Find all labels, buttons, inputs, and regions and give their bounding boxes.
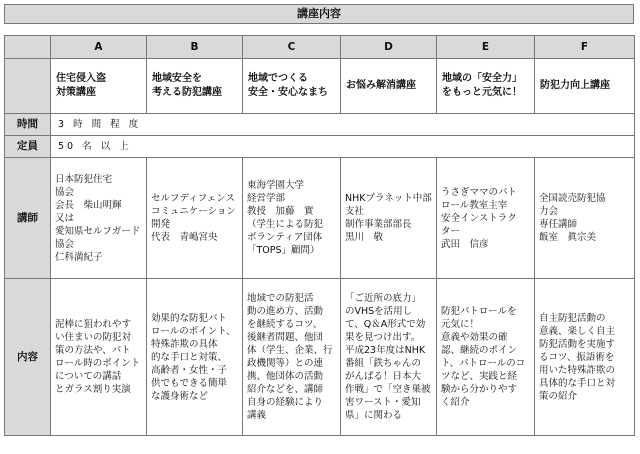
lecturer-f: 全国読売防犯協 力会 専任講師 飯室 眞宗美 [535, 158, 635, 279]
content-row [5, 279, 635, 436]
content-c: 地域での防犯活 動の進め方、活動 を継続するコツ、 後継者問題、他団 体（学生、企業、行 政機関等）との連 携、他団体の活動 紹介などを、講師 自身の経験により 講義 [243, 279, 341, 436]
content-d: 「ご近所の底力」 のVHSを活用し て、Q＆A形式で効 果を見つけ出す。 平成23年度はNHK 番組「鉄ちゃんの がんばる！日本大 作戦」で「空き巣被 害ワースト・愛知 県」に関わる [341, 279, 437, 436]
course-table-frame [4, 4, 634, 450]
column-header-a: A [51, 36, 147, 59]
lecturer-d: NHKプラネット中部 支社 制作事業部部長 黒川 敬 [341, 158, 437, 279]
lecturer-label: 講師 [5, 158, 51, 279]
course-title-b: 地域安全を 考える防犯講座 [147, 59, 243, 114]
page-title: 講座内容 [4, 4, 634, 24]
course-title-f: 防犯力向上講座 [535, 59, 635, 114]
time-value: 3 時 間 程 度 [51, 114, 635, 136]
capacity-value: 50 名 以 上 [51, 136, 635, 158]
time-label: 時間 [5, 114, 51, 136]
content-f: 自主防犯活動の 意義、楽しく自主 防犯活動を実施す るコツ、振語術を 用いた特殊詐欺の 具体的な手口と対 策の紹介 [535, 279, 635, 436]
course-title-d: お悩み解消講座 [341, 59, 437, 114]
lecturer-row [5, 158, 635, 279]
column-header-e: E [437, 36, 535, 59]
capacity-label: 定員 [5, 136, 51, 158]
content-a: 泥棒に狙われやす い住まいの防犯対 策の方法や、パト ロール時のポイント についての講話 とガラス割り実演 [51, 279, 147, 436]
column-header-c: C [243, 36, 341, 59]
course-table [4, 35, 635, 436]
lecturer-c: 東海学園大学 経営学部 教授 加藤 實 （学生による防犯 ボランティア団体 「TOPS」顧問） [243, 158, 341, 279]
column-header-b: B [147, 36, 243, 59]
column-header-d: D [341, 36, 437, 59]
lecturer-a: 日本防犯住宅 協会 会長 柴山明輝 又は 愛知県セルフガード 協会 仁科満紀子 [51, 158, 147, 279]
content-label: 内容 [5, 279, 51, 436]
course-title-row [5, 59, 635, 114]
corner-cell [5, 36, 51, 59]
capacity-row [5, 136, 635, 158]
course-title-a: 住宅侵入盗 対策講座 [51, 59, 147, 114]
course-title-label-cell [5, 59, 51, 114]
column-header-f: F [535, 36, 635, 59]
lecturer-e: うさぎママのパト ロール教室主宰 安全インストラク ター 武田 信彦 [437, 158, 535, 279]
time-row [5, 114, 635, 136]
column-header-row [5, 36, 635, 59]
course-title-e: 地域の「安全力」 をもっと元気に！ [437, 59, 535, 114]
content-e: 防犯パトロールを 元気に！ 意義や効果の確 認、継続のポイン ト、パトロールのコ ツなど、実践と経 験から分かりやす く紹介 [437, 279, 535, 436]
course-title-c: 地域でつくる 安全・安心なまち [243, 59, 341, 114]
content-b: 効果的な防犯パト ロールのポイント、 特殊詐欺の具体 的な手口と対策、 高齢者・女性・子 供でもできる簡単 な護身術など [147, 279, 243, 436]
lecturer-b: セルフディフェンス コミュニケーション 開発 代表 青嶋宮央 [147, 158, 243, 279]
